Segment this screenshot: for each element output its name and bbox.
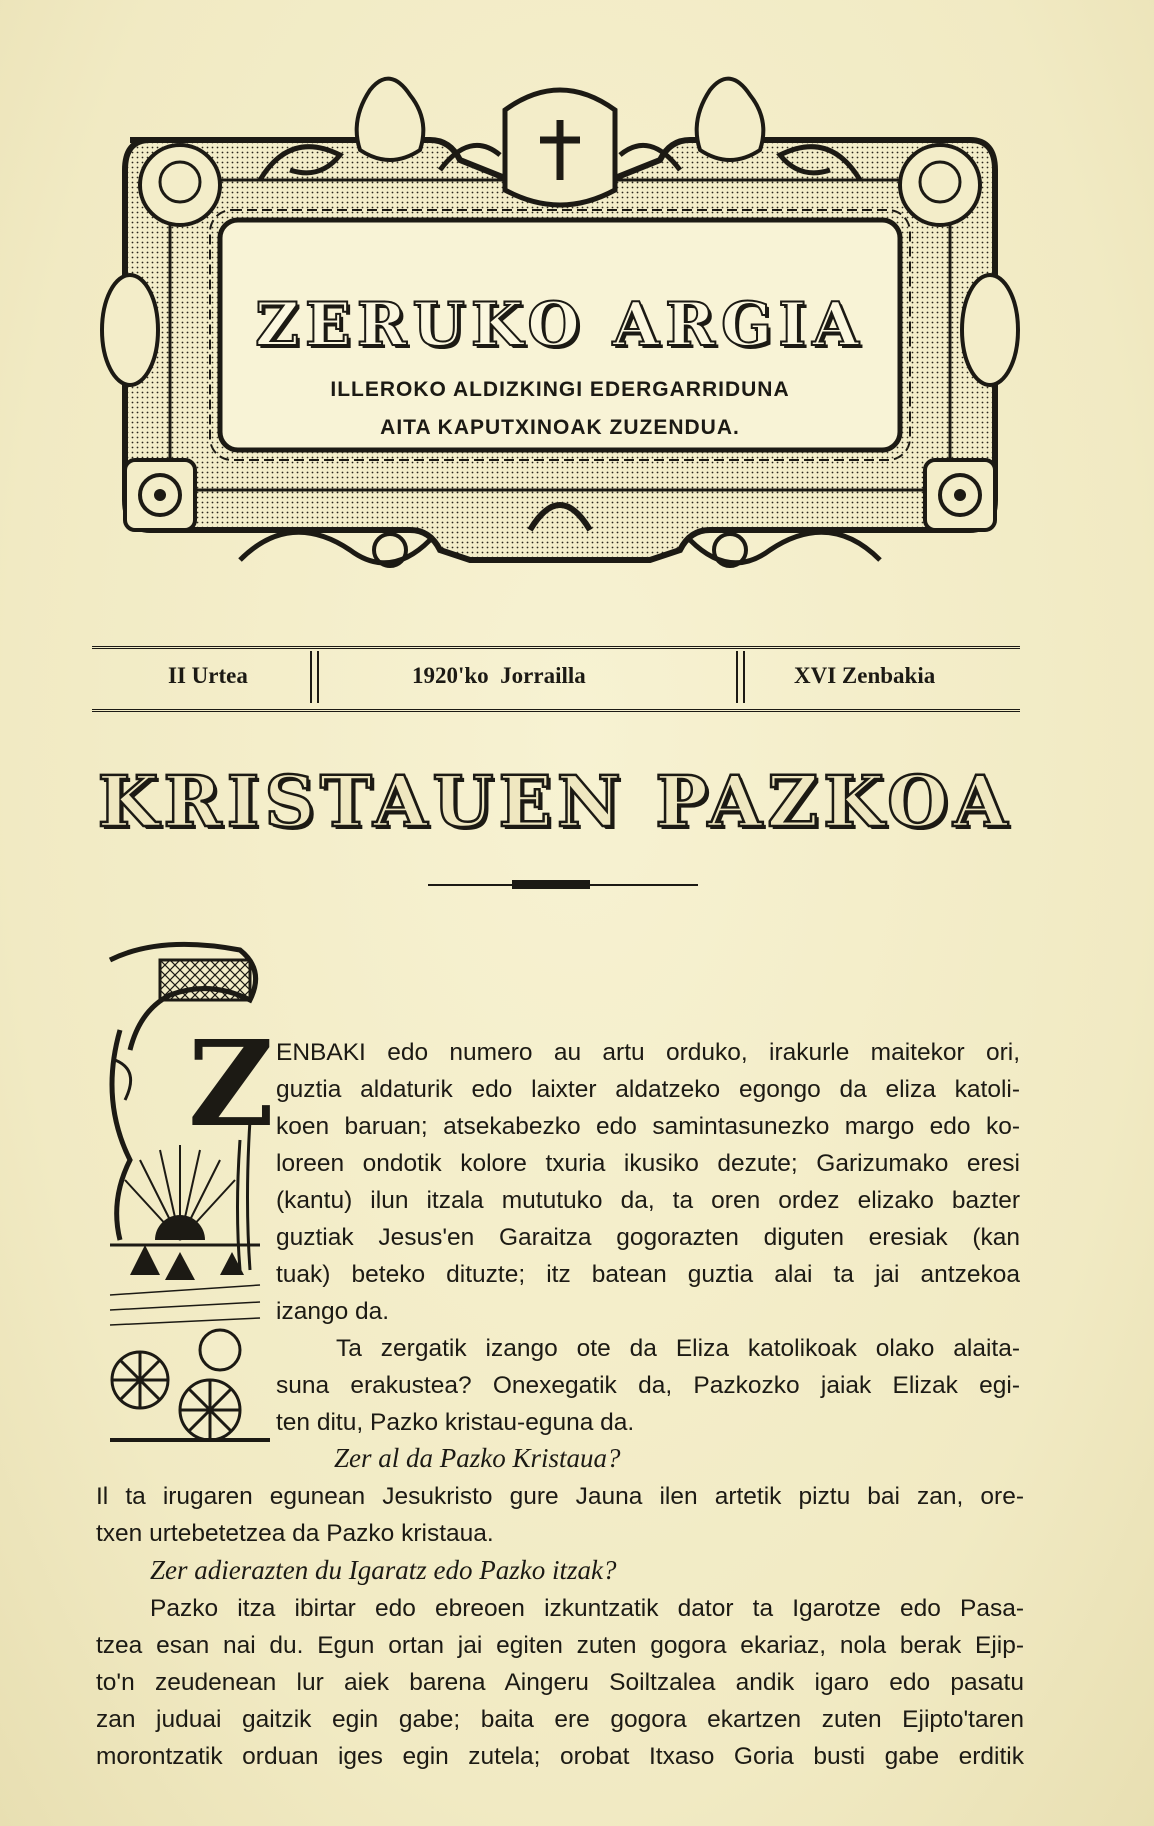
text-line: Il ta irugaren egunean Jesukristo gure Jauna ilen artetik piztu bai zan, ore-: [96, 1483, 1024, 1510]
masthead-subtitle: ILLEROKO ALDIZKINGI EDERGARRIDUNA: [330, 378, 790, 401]
text-line: suna erakustea? Onexegatik da, Pazkozko jaiak Elizak egi-: [276, 1372, 1020, 1399]
question-heading: Zer adierazten du Igaratz edo Pazko itzak?: [150, 1555, 617, 1585]
masthead-title-panel: [230, 260, 890, 470]
masthead-title: ZERUKO ARGIA: [255, 290, 865, 360]
text-line: loreen ondotik kolore txuria ikusiko dezute; Garizumako eresi: [276, 1150, 1020, 1177]
text-line: zan juduai gaitzik egin gabe; baita ere gogora ekartzen zuten Ejipto'taren: [96, 1706, 1024, 1733]
dropcap-letter: Z: [188, 1014, 275, 1153]
text-line: Ta zergatik izango ote da Eliza katolikoak olako alaita-: [336, 1335, 1020, 1362]
issue-divider: [310, 651, 319, 703]
text-line: tzea esan nai du. Egun ortan jai egiten zuten gogora ekariaz, nola berak Ejip-: [96, 1632, 1024, 1659]
headline-rule-accent: [512, 880, 590, 889]
text-line: to'n zeudenean lur aiek barena Aingeru Soiltzalea andik igaro edo pasatu: [96, 1669, 1024, 1696]
text-line: koen baruan; atsekabezko edo samintasunezko margo edo ko-: [276, 1113, 1020, 1140]
question-heading: Zer al da Pazko Kristaua?: [334, 1443, 621, 1473]
issue-year: II Urtea: [168, 663, 248, 688]
text-line: guztia aldaturik edo laixter aldatzeko egongo da eliza katoli-: [276, 1076, 1020, 1103]
masthead-frame: [90, 60, 1030, 620]
text-line: morontzatik orduan iges egin zutela; orobat Itxaso Goria busti gabe erditik: [96, 1743, 1024, 1770]
issue-divider: [736, 651, 745, 703]
issue-number: XVI Zenbakia: [794, 663, 936, 688]
masthead-editor-line: AITA KAPUTXINOAK ZUZENDUA.: [380, 416, 740, 439]
issue-date: 1920'ko Jorrailla: [412, 663, 586, 688]
text-line: guztiak Jesus'en Garaitza gogorazten diguten eresiak (kan: [276, 1224, 1020, 1251]
text-line: izango da.: [276, 1298, 390, 1325]
issue-info-bar: [92, 646, 1020, 712]
text-line: ENBAKI edo numero au artu orduko, irakurle maitekor ori,: [276, 1039, 1020, 1066]
text-line: tuak) beteko dituzte; itz batean guztia alai ta jai antzekoa: [276, 1261, 1020, 1288]
text-line: ten ditu, Pazko kristau-eguna da.: [276, 1409, 635, 1436]
text-line: txen urtebetetzea da Pazko kristaua.: [96, 1520, 494, 1547]
text-line: (kantu) ilun itzala mututuko da, ta oren ordez elizako bazter: [276, 1187, 1020, 1214]
text-line: Pazko itza ibirtar edo ebreoen izkuntzatik dator ta Igarotze edo Pasa-: [150, 1595, 1024, 1622]
article-headline: KRISTAUEN PAZKOA: [97, 760, 1013, 843]
